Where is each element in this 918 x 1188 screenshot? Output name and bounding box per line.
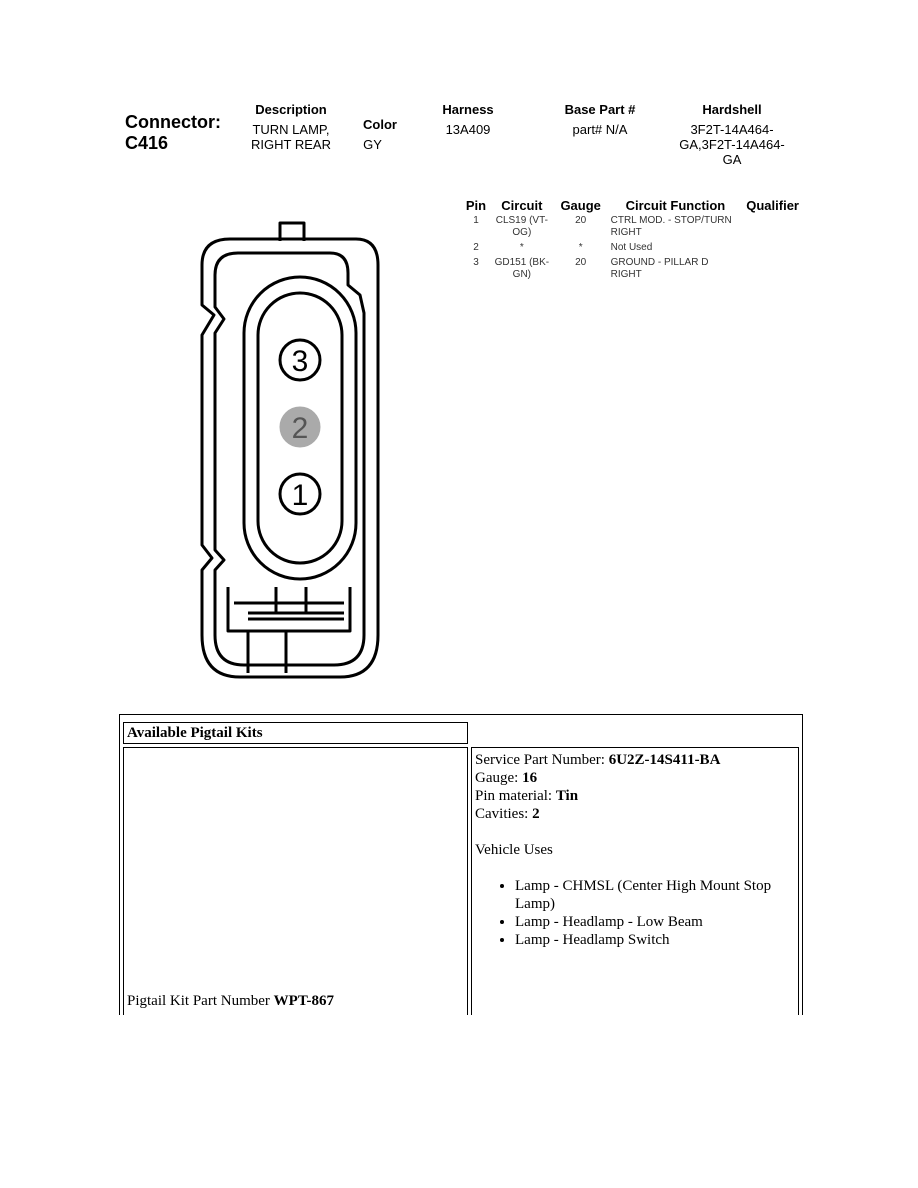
circuit-cell: GD151 (BK-GN) — [494, 257, 550, 280]
gauge-cell: 20 — [575, 215, 587, 226]
qualifier-header: Qualifier — [746, 198, 799, 213]
connector-label: Connector: — [125, 112, 221, 132]
connector-id: C416 — [125, 133, 169, 153]
circuit-header: Circuit — [501, 198, 543, 213]
kit-part-label: Pigtail Kit Part Number — [127, 993, 274, 1009]
kit-part-value: WPT-867 — [273, 993, 334, 1009]
service-part-value: 6U2Z-14S411-BA — [608, 752, 721, 768]
gauge-cell: * — [578, 242, 583, 253]
service-part-line — [475, 751, 795, 769]
pigtail-details-cell — [471, 747, 799, 1015]
list-item: • Lamp - Headlamp - Low Beam — [515, 913, 795, 931]
pin-number: 1 — [291, 479, 309, 512]
vehicle-uses-label: Vehicle Uses — [475, 842, 553, 858]
description-header: Description — [255, 102, 327, 117]
lock-divider — [276, 587, 306, 613]
qualifier-cell — [743, 215, 802, 242]
pin-2 — [280, 407, 320, 447]
pigtail-kit-cell — [123, 747, 468, 1015]
pigtail-kits-table — [119, 714, 803, 1015]
pin-material-value: Tin — [555, 788, 579, 804]
pin-material-label: Pin material: — [475, 788, 556, 804]
vehicle-uses-list — [475, 877, 795, 949]
base-part-header: Base Part # — [564, 102, 636, 117]
circuit-function-header: Circuit Function — [625, 198, 726, 213]
circuit-cell: CLS19 (VT-OG) — [495, 215, 548, 238]
pin-3 — [280, 340, 320, 380]
pigtail-kit-part-number — [127, 992, 334, 1010]
gauge-line — [475, 769, 795, 787]
pin-cell: 3 — [473, 257, 479, 268]
pin-1 — [280, 474, 320, 514]
function-cell: GROUND - PILLAR D RIGHT — [610, 257, 709, 280]
color-value: GY — [363, 137, 382, 152]
pin-material-line — [475, 787, 795, 805]
list-item: • Lamp - Headlamp Switch — [515, 931, 795, 949]
pin-table-header-row — [462, 198, 802, 215]
list-item: • Lamp - CHMSL (Center High Mount Stop Lamp) — [515, 877, 795, 913]
pin-cell: 2 — [473, 242, 479, 253]
function-cell: Not Used — [610, 242, 653, 253]
hardshell-value — [672, 122, 792, 167]
table-row — [462, 242, 802, 257]
base-part-value: part# N/A — [572, 122, 628, 137]
pigtail-kits-header: Available Pigtail Kits — [123, 722, 468, 744]
circuit-cell: * — [519, 242, 524, 253]
harness-value: 13A409 — [445, 122, 491, 137]
qualifier-cell — [743, 242, 802, 257]
cavities-value: 2 — [532, 806, 540, 822]
lock-frame — [228, 587, 350, 631]
table-row — [462, 257, 802, 284]
description-line: RIGHT REAR — [251, 137, 331, 152]
connector-diagram — [180, 215, 390, 685]
description-line: TURN LAMP, — [252, 122, 330, 137]
description-value — [240, 122, 342, 152]
service-part-label: Service Part Number: — [475, 752, 609, 768]
pin-number: 2 — [291, 412, 309, 445]
gauge-header: Gauge — [560, 198, 601, 213]
gauge-cell: 20 — [575, 257, 587, 268]
pin-table — [462, 198, 802, 284]
qualifier-cell — [743, 257, 802, 284]
hardshell-line: 3F2T-14A464- — [690, 122, 774, 137]
pin-number: 3 — [291, 345, 309, 378]
connector-title — [125, 112, 221, 154]
hardshell-line: GA,3F2T-14A464- — [679, 137, 785, 152]
table-row — [462, 215, 802, 242]
hardshell-line: GA — [722, 152, 742, 167]
gauge-label: Gauge: — [475, 770, 523, 786]
gauge-value: 16 — [522, 770, 538, 786]
pin-cell: 1 — [473, 215, 479, 226]
color-header: Color — [363, 117, 397, 132]
hardshell-header: Hardshell — [702, 102, 762, 117]
lock-foot — [248, 631, 286, 673]
cavities-label: Cavities: — [475, 806, 533, 822]
function-cell: CTRL MOD. - STOP/TURN RIGHT — [610, 215, 732, 238]
harness-header: Harness — [442, 102, 494, 117]
cavities-line — [475, 805, 795, 823]
pin-header: Pin — [465, 198, 487, 213]
